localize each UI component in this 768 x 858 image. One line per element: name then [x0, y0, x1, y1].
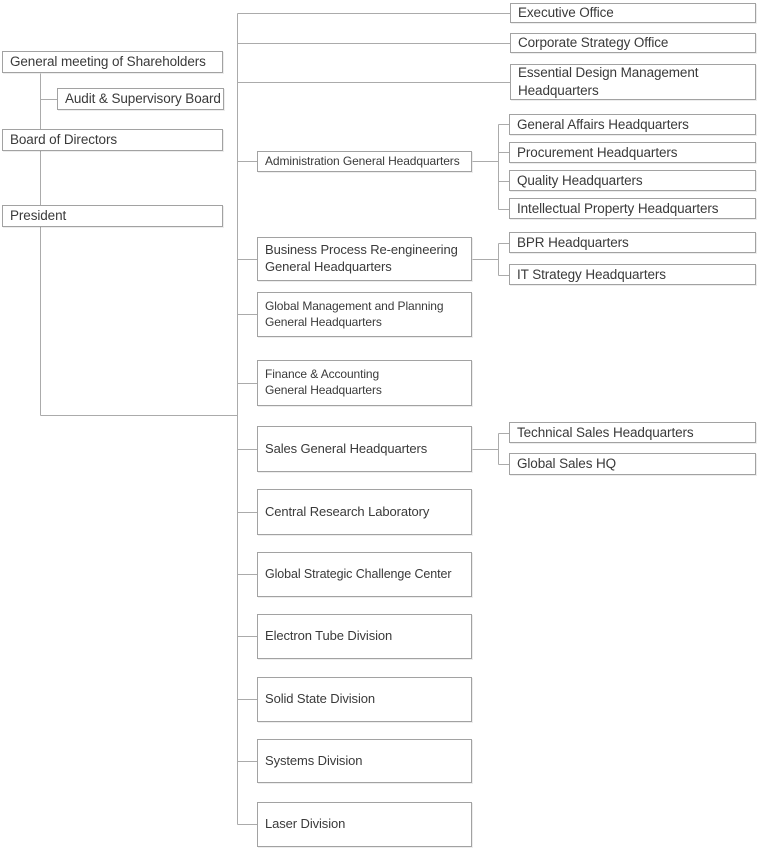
org-node-audit-supervisory-board — [57, 88, 224, 110]
org-node-quality-headquarters — [509, 170, 756, 191]
org-node-electron-tube-division — [257, 614, 472, 659]
org-node-label: Sales General Headquarters — [265, 440, 428, 456]
org-node-label: Business Process Re-engineering — [265, 242, 458, 258]
org-node-it-strategy-headquarters — [509, 264, 756, 285]
org-node-business-process-re-engineering-general-headquarters — [257, 237, 472, 281]
org-node-board-of-directors — [2, 129, 223, 151]
org-node-procurement-headquarters — [509, 142, 756, 163]
org-node-label: Global Management and Planning — [265, 298, 444, 313]
org-node-label: Essential Design Management — [518, 65, 699, 81]
org-node-label: Technical Sales Headquarters — [517, 424, 694, 440]
org-node-label: General Headquarters — [265, 314, 382, 329]
org-node-label: General Affairs Headquarters — [517, 116, 689, 132]
org-node-label: Intellectual Property Headquarters — [517, 200, 719, 216]
org-node-corporate-strategy-office — [510, 33, 756, 53]
org-node-label: Solid State Division — [265, 691, 375, 707]
org-node-global-management-and-planning-general-headquarters — [257, 292, 472, 337]
org-node-bpr-headquarters — [509, 232, 756, 253]
org-node-global-strategic-challenge-center — [257, 552, 472, 597]
org-node-label: IT Strategy Headquarters — [517, 266, 666, 282]
org-node-label: Central Research Laboratory — [265, 503, 430, 519]
org-node-systems-division — [257, 739, 472, 783]
org-node-intellectual-property-headquarters — [509, 198, 756, 219]
org-node-label: President — [10, 208, 67, 224]
org-node-label: Board of Directors — [10, 132, 117, 148]
org-node-label: Audit & Supervisory Board — [65, 91, 221, 107]
org-node-central-research-laboratory — [257, 489, 472, 535]
org-node-label: Headquarters — [518, 83, 599, 98]
org-node-technical-sales-headquarters — [509, 422, 756, 443]
org-node-general-meeting-of-shareholders — [2, 51, 223, 73]
org-node-label: BPR Headquarters — [517, 234, 629, 250]
org-node-label: Electron Tube Division — [265, 628, 393, 644]
org-node-label: Administration General Headquarters — [265, 153, 460, 168]
org-node-label: Finance & Accounting — [265, 367, 380, 382]
org-node-label: Quality Headquarters — [517, 172, 643, 188]
org-node-president — [2, 205, 223, 227]
org-node-label: General Headquarters — [265, 259, 392, 274]
org-node-label: Systems Division — [265, 752, 363, 768]
org-node-sales-general-headquarters — [257, 426, 472, 472]
org-node-solid-state-division — [257, 677, 472, 722]
org-node-essential-design-management-headquarters — [510, 64, 756, 100]
org-node-label: Procurement Headquarters — [517, 144, 678, 160]
org-node-label: Global Sales HQ — [517, 456, 617, 472]
org-node-label: Executive Office — [518, 5, 614, 21]
org-node-executive-office — [510, 3, 756, 23]
org-node-label: General meeting of Shareholders — [10, 54, 206, 70]
org-node-finance-accounting-general-headquarters — [257, 360, 472, 406]
org-node-label: Global Strategic Challenge Center — [265, 567, 452, 582]
org-node-label: General Headquarters — [265, 383, 382, 397]
org-node-general-affairs-headquarters — [509, 114, 756, 135]
org-node-global-sales-hq — [509, 453, 756, 475]
org-node-label: Laser Division — [265, 816, 346, 832]
org-node-administration-general-headquarters — [257, 151, 472, 172]
org-node-laser-division — [257, 802, 472, 847]
org-node-label: Corporate Strategy Office — [518, 35, 669, 51]
